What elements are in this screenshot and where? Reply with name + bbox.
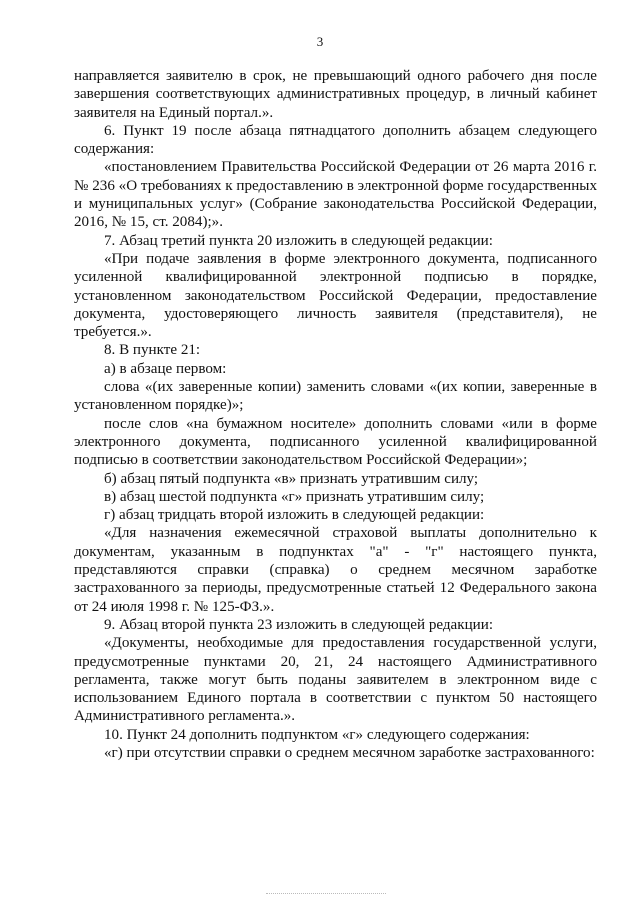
paragraph-item-8: 8. В пункте 21: bbox=[104, 342, 201, 359]
paragraph-subitem-b: б) абзац пятый подпункта «в» признать утратившим силу; bbox=[104, 470, 479, 487]
paragraph-item-9: 9. Абзац второй пункта 23 изложить в следующей редакции: bbox=[104, 616, 494, 633]
paragraph-subitem-v: в) абзац шестой подпункта «г» признать утратившим силу; bbox=[104, 488, 485, 505]
paragraph-subitem-a: а) в абзаце первом: bbox=[104, 360, 227, 377]
document-body bbox=[74, 67, 597, 762]
paragraph-subitem-g: г) абзац тридцать второй изложить в следующей редакции: bbox=[104, 507, 485, 524]
scan-artifact bbox=[266, 893, 386, 895]
paragraph-quote-documents: «Документы, необходимые для предоставления государственной услуги, предусмотренные пунктами 20, 21, 24 настоящего Административного регламента, также могут быть поданы заявителем в электронном виде с использованием Единого портала в соответствии с пунктом 50 настоящего Административного регламента.». bbox=[74, 635, 597, 725]
paragraph-continuation: направляется заявителю в срок, не превышающий одного рабочего дня после завершения соответствующих административных процедур, в личный кабинет заявителя на Единый портал.». bbox=[74, 68, 597, 121]
paragraph-quote-monthly-payment: «Для назначения ежемесячной страховой выплаты дополнительно к документам, указанным в подпунктах "а" - "г" настоящего пункта, представляются справки (справка) о среднем месячном заработке застрахованного за периоды, предусмотренные статьей 12 Федерального закона от 24 июля 1998 г. № 125-ФЗ.». bbox=[74, 525, 597, 615]
paragraph-item-10: 10. Пункт 24 дополнить подпунктом «г» следующего содержания: bbox=[104, 726, 530, 743]
paragraph-quote-electronic-application: «При подаче заявления в форме электронного документа, подписанного усиленной квалифицированной электронной подписью в порядке, установленном законодательством Российской Федерации, предоставление документа, удостоверяющего личность заявителя (представителя), не требуется.». bbox=[74, 250, 597, 341]
paragraph-item-6: 6. Пункт 19 после абзаца пятнадцатого дополнить абзацем следующего содержания: bbox=[74, 122, 597, 158]
paragraph-item-7: 7. Абзац третий пункта 20 изложить в следующей редакции: bbox=[104, 232, 493, 249]
paragraph-after-words-paper: после слов «на бумажном носителе» дополнить словами «или в форме электронного документа, подписанного усиленной квалифицированной подписью в соответствии законодательством Российской Федерации»; bbox=[74, 415, 597, 469]
paragraph-words-replace: слова «(их заверенные копии) заменить словами «(их копии, заверенные в установленном порядке)»; bbox=[74, 379, 597, 414]
paragraph-quote-subitem-g: «г) при отсутствии справки о среднем месячном заработке застрахованного: bbox=[104, 744, 595, 761]
page-number: 3 bbox=[316, 34, 324, 49]
paragraph-quote-decree-236: «постановлением Правительства Российской Федерации от 26 марта 2016 г. № 236 «О требованиях к предоставлению в электронной форме государственных и муниципальных услуг» (Собрание законодательства Российской Федерации, 2016, № 15, ст. 2084);». bbox=[74, 159, 597, 231]
